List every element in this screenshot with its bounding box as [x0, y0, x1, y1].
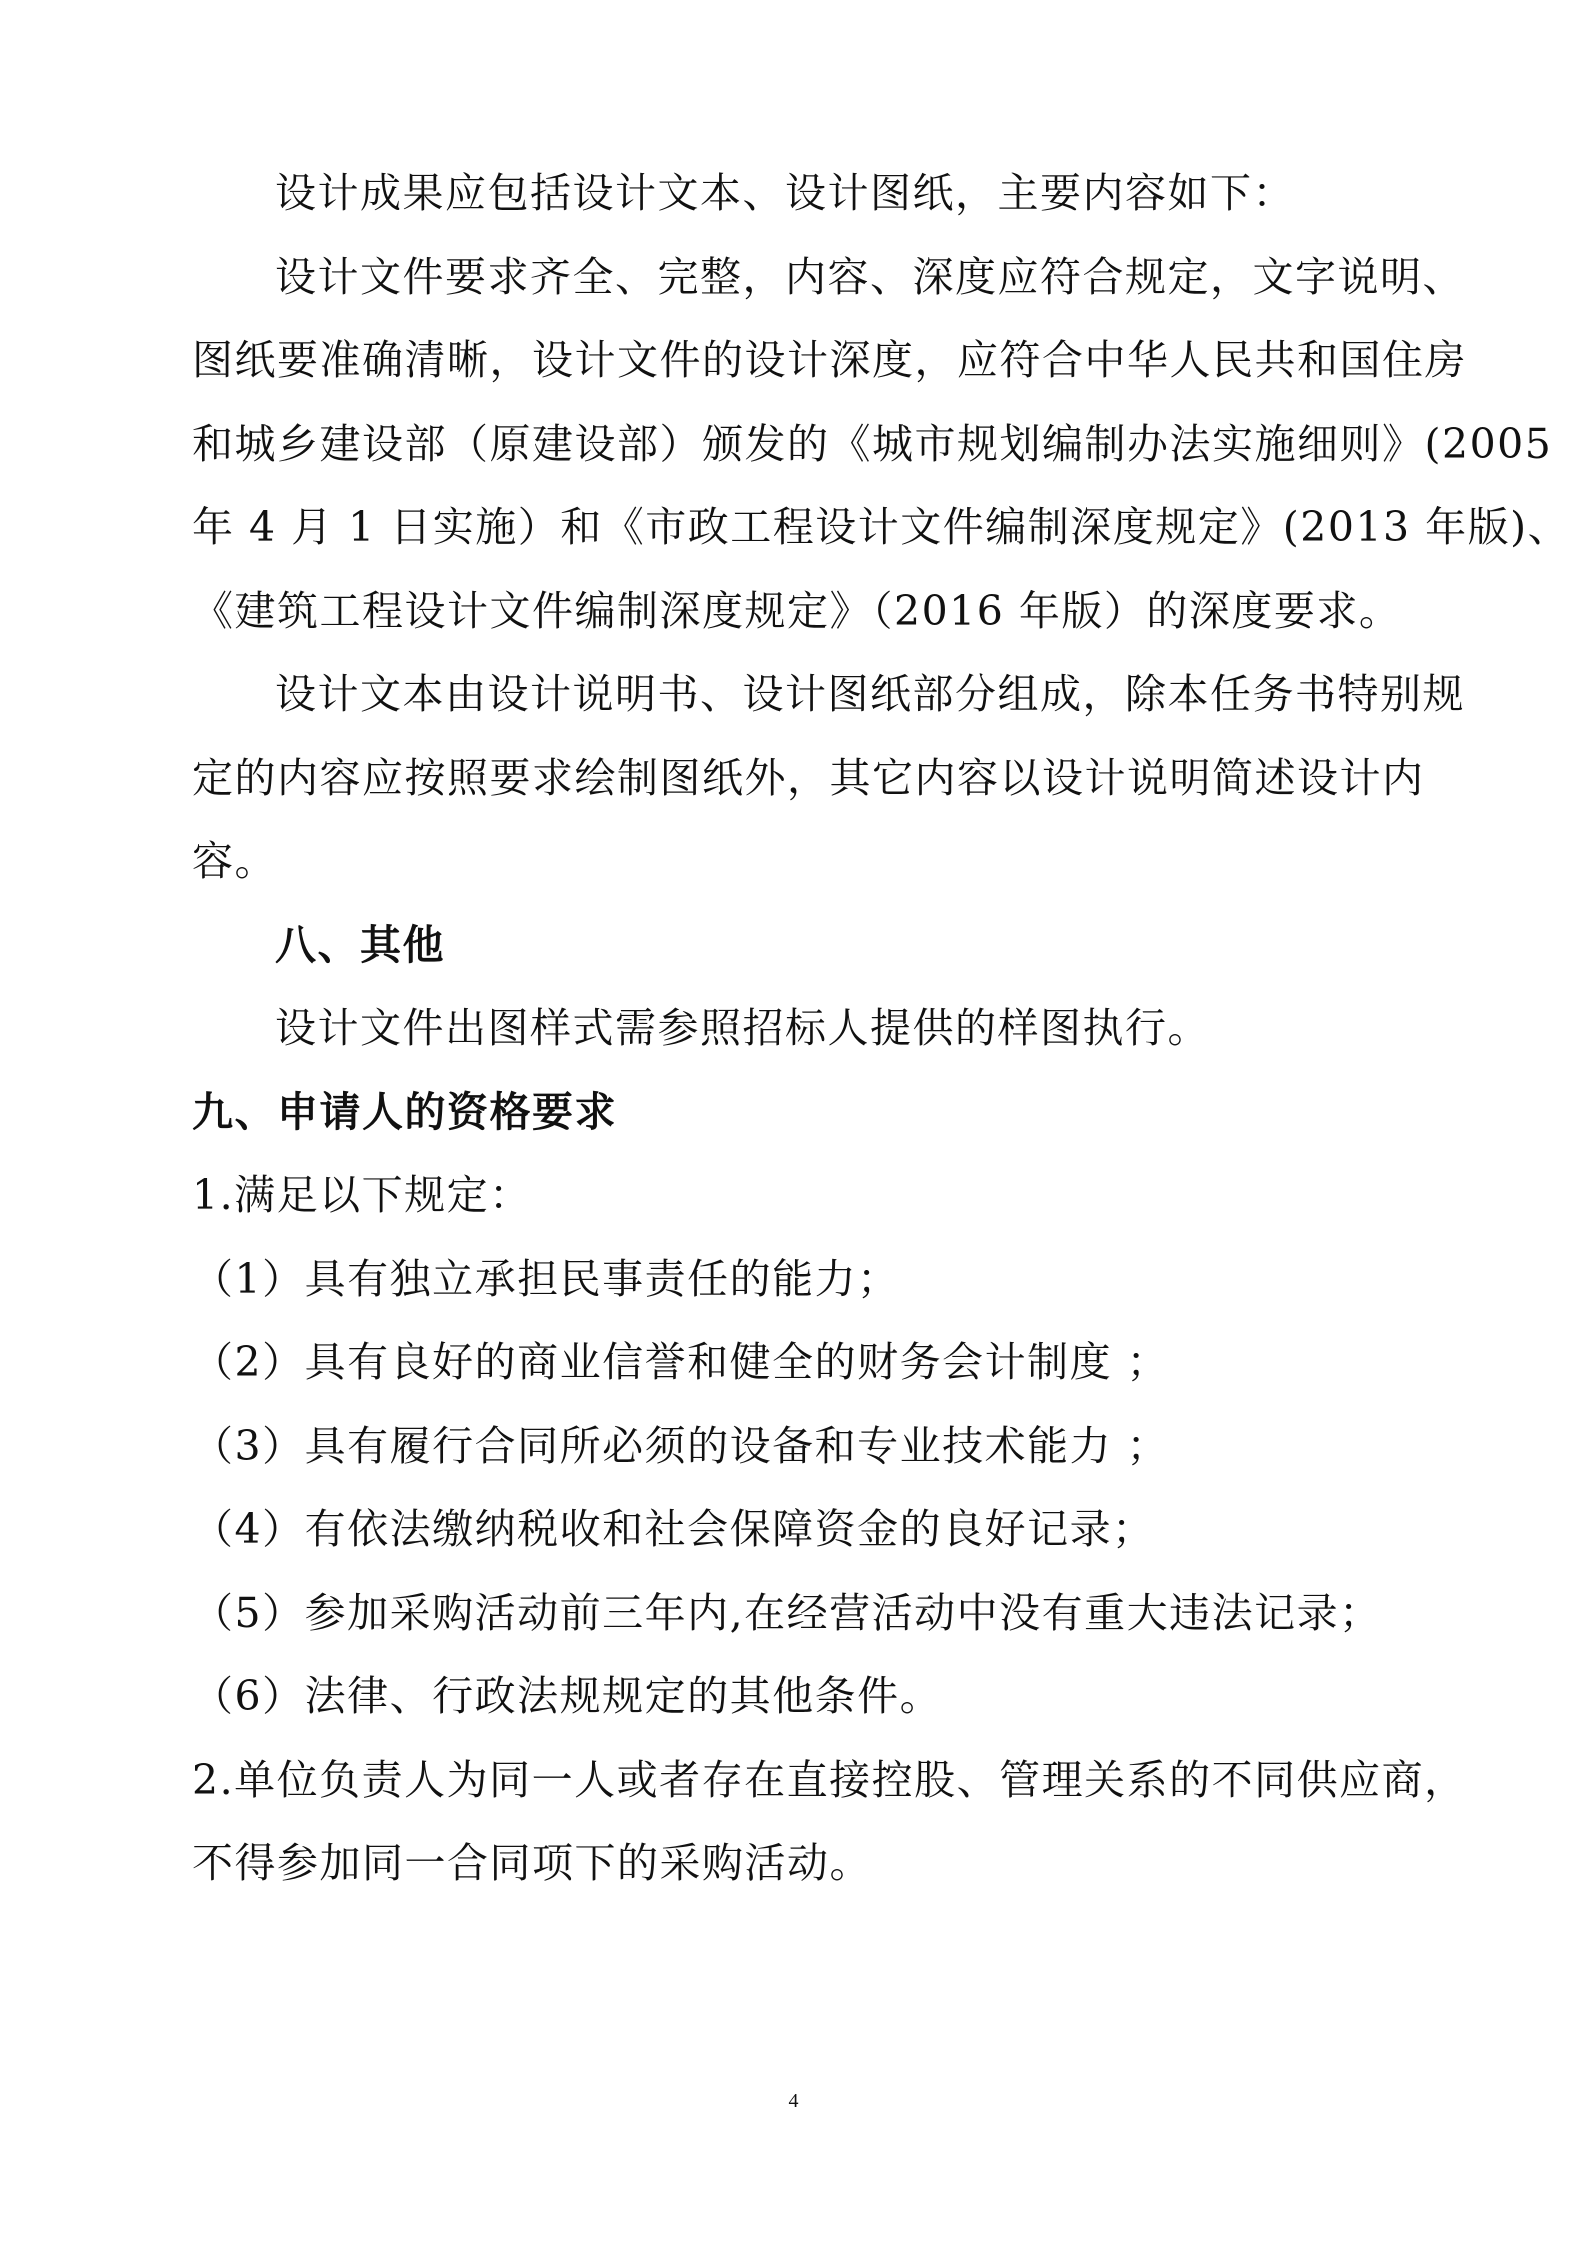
qualification-item-1-title: 1.满足以下规定：: [192, 1171, 532, 1219]
paragraph-line: 和城乡建设部（原建设部）颁发的《城市规划编制办法实施细则》(2005: [192, 419, 1553, 468]
paragraph-line: 年 4 月 1 日实施）和《市政工程设计文件编制深度规定》(2013 年版)、: [192, 503, 1571, 551]
paragraph-line: 不得参加同一合同项下的采购活动。: [192, 1839, 872, 1887]
list-item: （2）具有良好的商业信誉和健全的财务会计制度 ；: [192, 1338, 1170, 1386]
section-other-body: 设计文件出图样式需参照招标人提供的样图执行。: [275, 1004, 1210, 1052]
requirements-paragraph: [192, 236, 1571, 654]
paragraph-line: 图纸要准确清晰，设计文件的设计深度，应符合中华人民共和国住房: [192, 336, 1467, 384]
paragraph-line: 设计文件要求齐全、完整，内容、深度应符合规定，文字说明、: [275, 252, 1465, 301]
list-item: （1）具有独立承担民事责任的能力；: [192, 1254, 900, 1303]
qualification-item-2: [192, 1739, 1467, 1906]
list-item: （5）参加采购活动前三年内,在经营活动中没有重大违法记录；: [192, 1588, 1382, 1637]
list-item: （3）具有履行合同所必须的设备和专业技术能力 ；: [192, 1421, 1170, 1470]
page-number: 4: [788, 2090, 799, 2112]
page-body: [192, 152, 1571, 1906]
design-results-paragraph: 设计成果应包括设计文本、设计图纸，主要内容如下：: [275, 169, 1295, 217]
list-item: （6）法律、行政法规规定的其他条件。: [192, 1672, 943, 1720]
design-text-paragraph: [192, 653, 1465, 904]
paragraph-line: 定的内容应按照要求绘制图纸外，其它内容以设计说明简述设计内: [192, 753, 1425, 802]
paragraph-line: 2.单位负责人为同一人或者存在直接控股、管理关系的不同供应商，: [192, 1755, 1467, 1804]
paragraph-line: 《建筑工程设计文件编制深度规定》（2016 年版）的深度要求。: [192, 586, 1402, 635]
list-item: （4）有依法缴纳税收和社会保障资金的良好记录；: [192, 1505, 1155, 1553]
paragraph-line: 设计文本由设计说明书、设计图纸部分组成，除本任务书特别规: [275, 670, 1465, 718]
section-heading-qualification: 九、申请人的资格要求: [192, 1087, 617, 1136]
paragraph-line: 容。: [192, 837, 277, 885]
section-heading-other: 八、其他: [275, 920, 445, 969]
qualification-sub-list: [192, 1238, 1452, 1739]
